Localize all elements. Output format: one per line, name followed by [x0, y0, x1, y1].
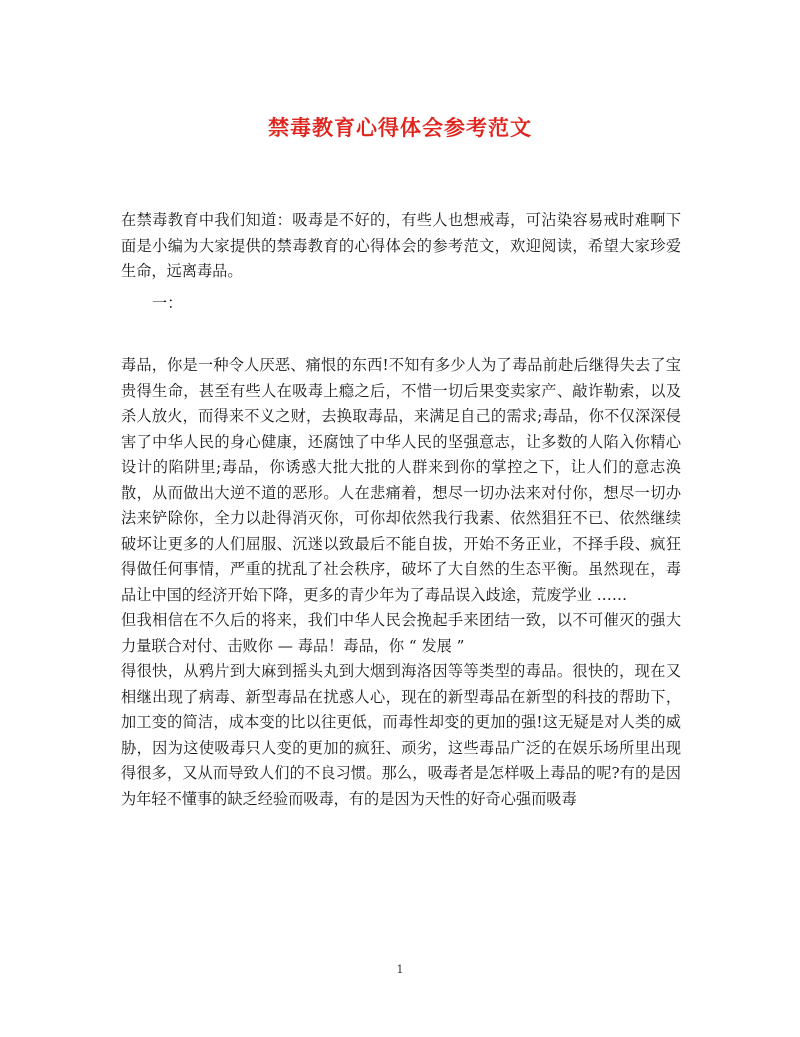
body-paragraph: 得很快，从鸦片到大麻到摇头丸到大烟到海洛因等等类型的毒品。很快的，现在又相继出现了病毒、新型毒品在扰惑人心，现在的新型毒品在新型的科技的帮助下，加工变的简洁，成本变的比以往更低，而毒性却变的更加的强!这无疑是对人类的威胁，因为这使吸毒只人变的更加的疯狂、顽劣，这些毒品广泛的在娱乐场所里出现得很多，又从而导致人们的不良习惯。那么，吸毒者是怎样吸上毒品的呢?有的是因为年轻不懂事的缺乏经验而吸毒，有的是因为天性的好奇心强而吸毒: [121, 662, 681, 808]
document-body: [121, 208, 681, 812]
document-title: 禁毒教育心得体会参考范文: [268, 115, 532, 140]
section-heading: 一：: [152, 293, 183, 312]
page-number: 1: [396, 963, 404, 976]
intro-paragraph: 在禁毒教育中我们知道：吸毒是不好的，有些人也想戒毒，可沾染容易戒时难啊下面是小编为大家提供的禁毒教育的心得体会的参考范文，欢迎阅读，希望大家珍爱生命，远离毒品。: [121, 211, 681, 280]
body-paragraph: 毒品，你是一种令人厌恶、痛恨的东西!不知有多少人为了毒品前赴后继得失去了宝贵得生命，甚至有些人在吸毒上瘾之后，不惜一切后果变卖家产、敲诈勒索，以及杀人放火，而得来不义之财，去换取毒品，来满足自己的需求;毒品，你不仅深深侵害了中华人民的身心健康，还腐蚀了中华人民的坚强意志，让多数的人陷入你精心设计的陷阱里;毒品，你诱惑大批大批的人群来到你的掌控之下，让人们的意志涣散，从而做出大逆不道的恶形。人在悲痛着，想尽一切办法来对付你，想尽一切办法来铲除你，全力以赴得消灭你，可你却依然我行我素、依然猖狂不已、依然继续破坏让更多的人们屈服、沉迷以致最后不能自拔，开始不务正业，不择手段、疯狂得做任何事情，严重的扰乱了社会秩序，破坏了大自然的生态平衡。虽然现在，毒品让中国的经济开始下降，更多的青少年为了毒品误入歧途，荒废学业 ……: [121, 356, 681, 604]
body-paragraph: 但我相信在不久后的将来，我们中华人民会挽起手来团结一致，以不可催灭的强大力量联合对付、击败你 — 毒品！毒品，你 “ 发展 ”: [121, 611, 681, 655]
